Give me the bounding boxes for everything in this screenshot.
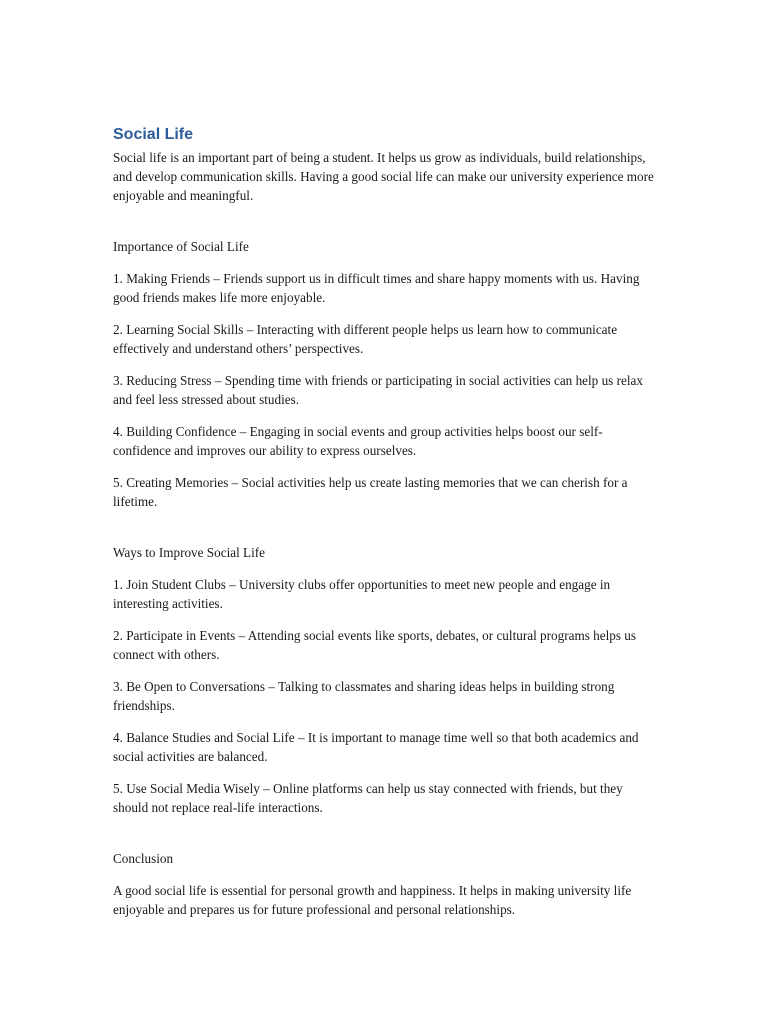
section-heading-ways: Ways to Improve Social Life [113,545,266,560]
conclusion-paragraph: A good social life is essential for personal growth and happiness. It helps in making university life enjoyable and prepares us for future professional and personal relationships. [113,883,632,917]
document-body [113,124,658,932]
section-heading-conclusion: Conclusion [113,851,174,866]
importance-item: 3. Reducing Stress – Spending time with friends or participating in social activities can help us relax and feel less stressed about studies. [113,373,643,407]
ways-item: 2. Participate in Events – Attending social events like sports, debates, or cultural programs helps us connect with others. [113,628,636,662]
importance-item: 1. Making Friends – Friends support us in difficult times and share happy moments with us. Having good friends makes life more enjoyable. [113,271,640,305]
importance-item: 4. Building Confidence – Engaging in social events and group activities helps boost our self-confidence and improves our ability to express ourselves. [113,424,603,458]
importance-item: 2. Learning Social Skills – Interacting with different people helps us learn how to communicate effectively and understand others’ perspectives. [113,322,618,356]
importance-item: 5. Creating Memories – Social activities help us create lasting memories that we can cherish for a lifetime. [113,475,628,509]
intro-paragraph: Social life is an important part of being a student. It helps us grow as individuals, build relationships, and develop communication skills. Having a good social life can make our university experience more enjoyable and meaningful. [113,150,654,203]
ways-item: 5. Use Social Media Wisely – Online platforms can help us stay connected with friends, but they should not replace real-life interactions. [113,781,623,815]
ways-item: 1. Join Student Clubs – University clubs offer opportunities to meet new people and engage in interesting activities. [113,577,611,611]
ways-item: 3. Be Open to Conversations – Talking to classmates and sharing ideas helps in building strong friendships. [113,679,615,713]
ways-item: 4. Balance Studies and Social Life – It is important to manage time well so that both academics and social activities are balanced. [113,730,639,764]
section-heading-importance: Importance of Social Life [113,239,249,254]
document-title: Social Life [113,126,194,143]
